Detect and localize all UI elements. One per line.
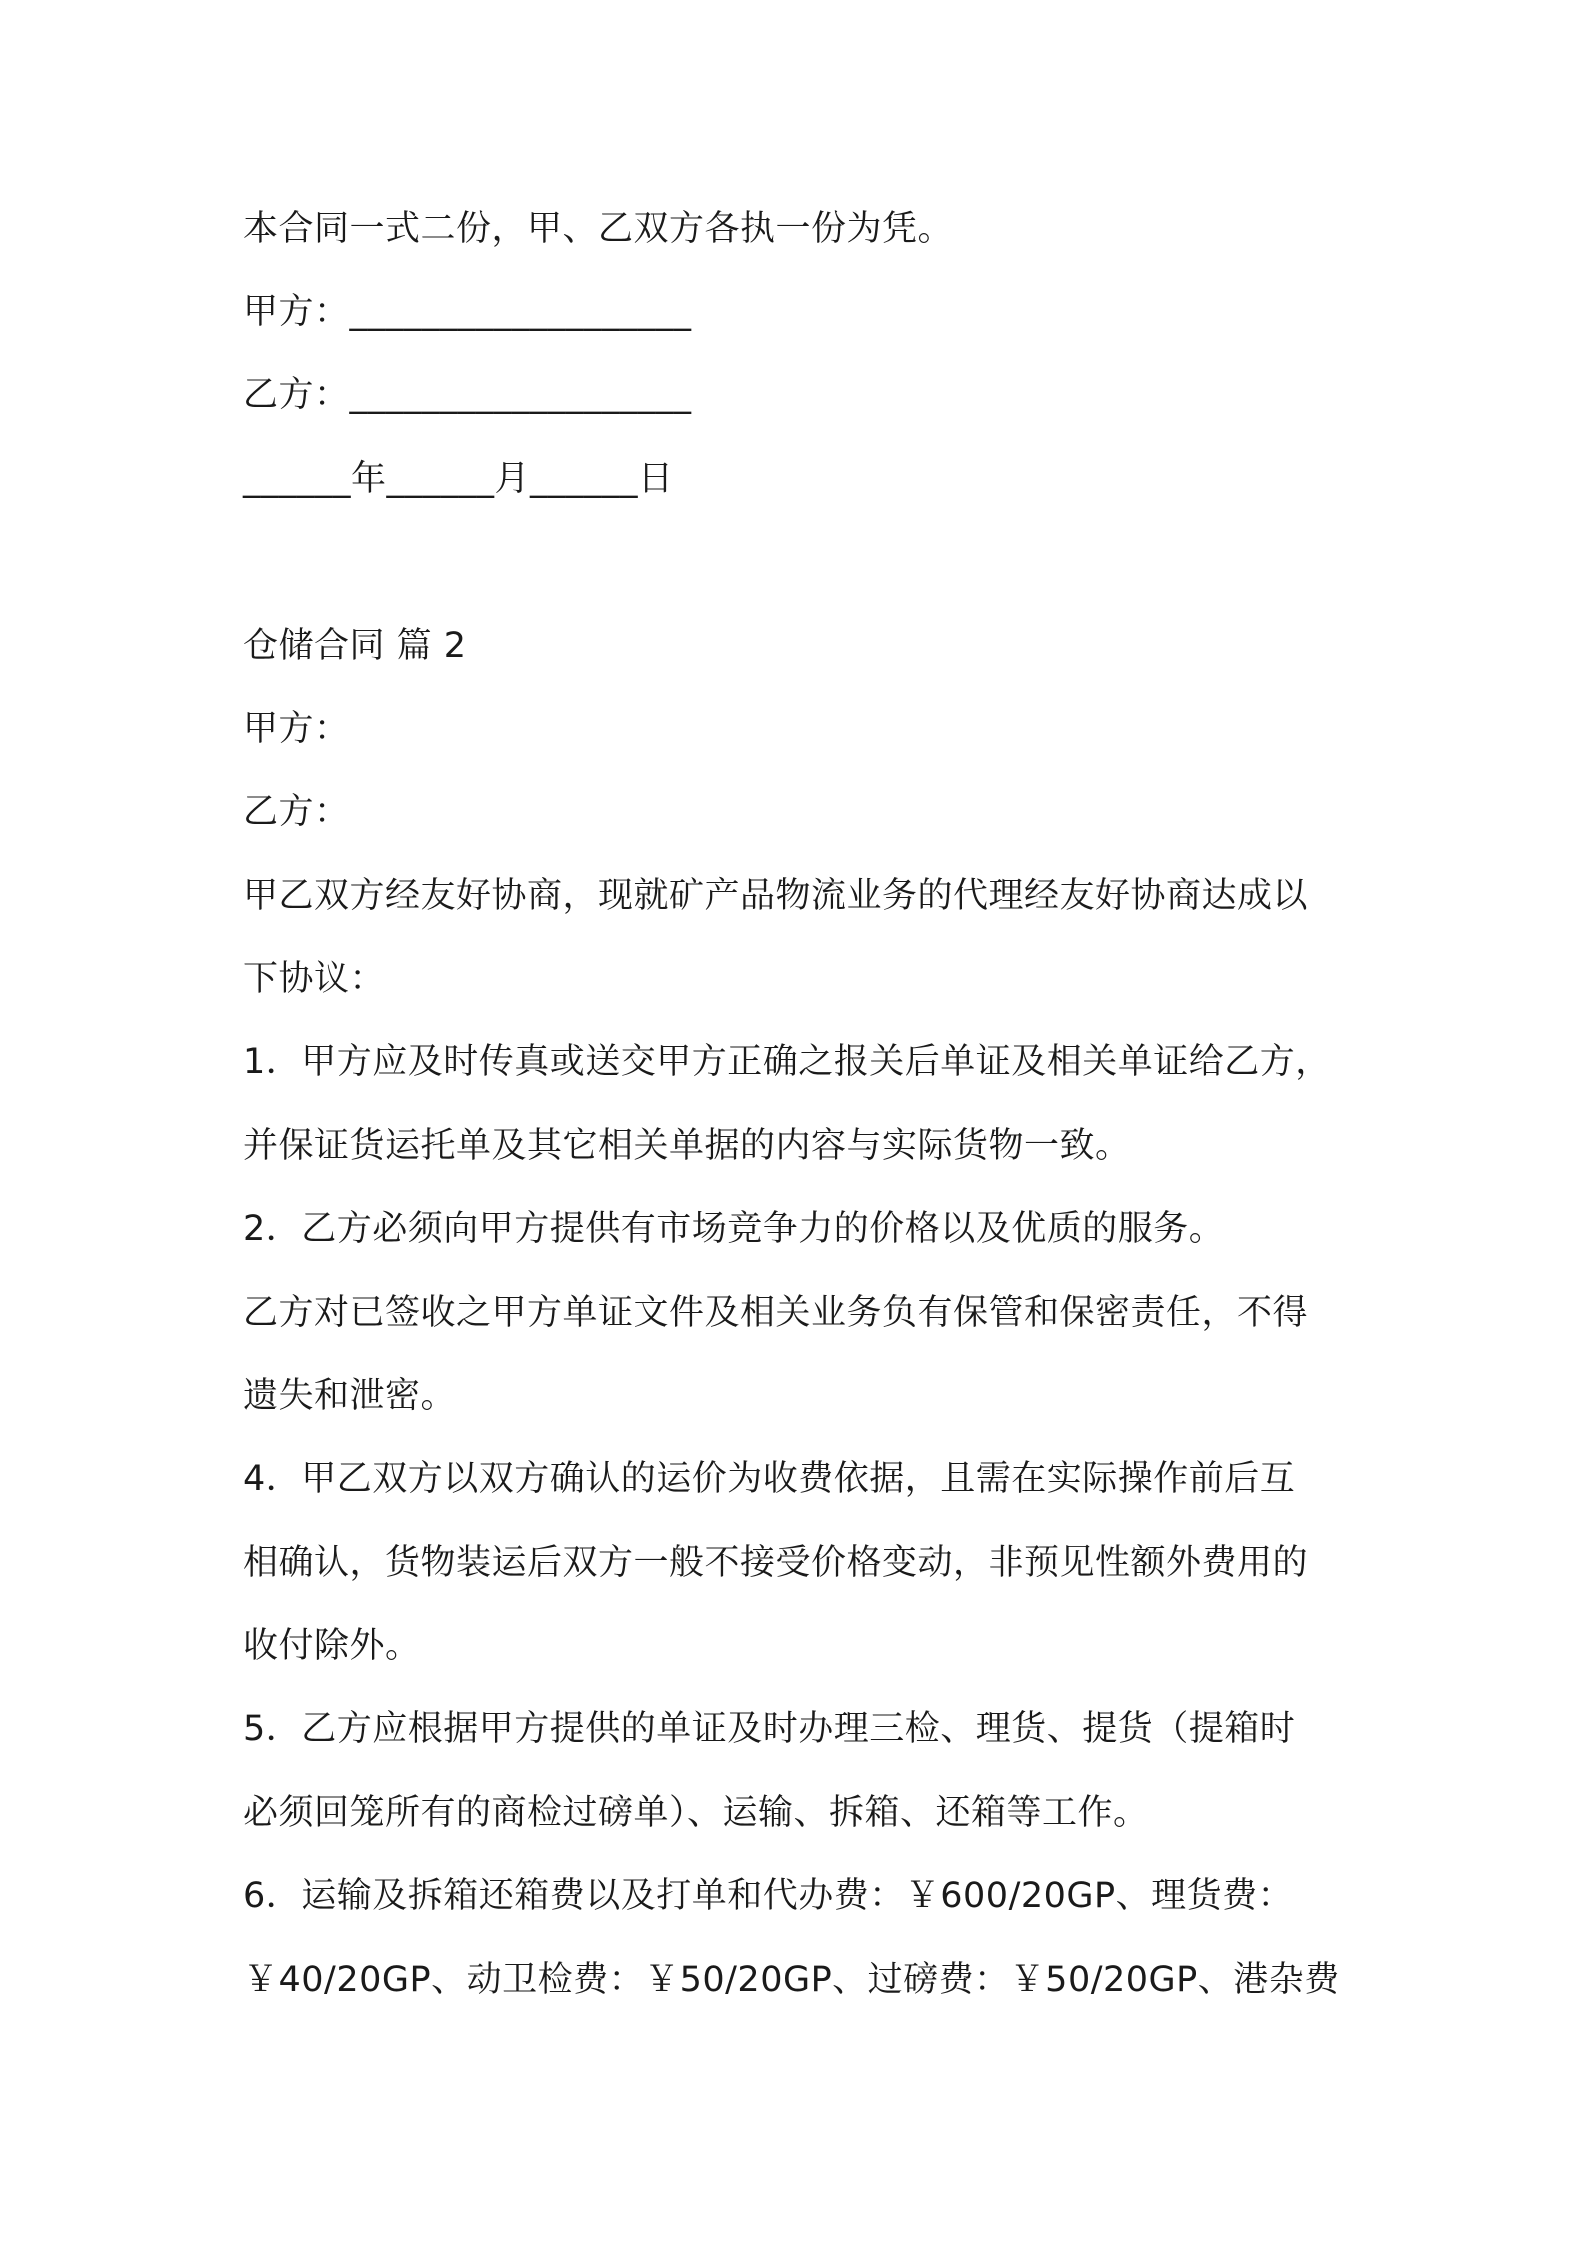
intro-paragraph-line: 下协议：: [243, 959, 386, 999]
party-a-label: 甲方：: [243, 709, 350, 749]
clause-6-line: 6．运输及拆箱还箱费以及打单和代办费：￥600/20GP、理货费：: [243, 1876, 1294, 1916]
clause-4-line: 收付除外。: [243, 1626, 421, 1666]
clause-4-line: 4．甲乙双方以双方确认的运价为收费依据，且需在实际操作前后互: [243, 1459, 1296, 1499]
clause-1-line: 并保证货运托单及其它相关单据的内容与实际货物一致。: [243, 1126, 1131, 1166]
party-a-signature-line: 甲方：___________________: [243, 292, 692, 332]
clause-2-line: 2．乙方必须向甲方提供有市场竞争力的价格以及优质的服务。: [243, 1209, 1225, 1249]
clause-1-line: 1．甲方应及时传真或送交甲方正确之报关后单证及相关单证给乙方，: [243, 1042, 1331, 1082]
party-b-label: 乙方：: [243, 792, 350, 832]
section-title: 仓储合同 篇 2: [243, 626, 467, 666]
clause-3-line: 乙方对已签收之甲方单证文件及相关业务负有保管和保密责任，不得: [243, 1293, 1309, 1333]
clause-5-line: 5．乙方应根据甲方提供的单证及时办理三检、理货、提货（提箱时: [243, 1709, 1296, 1749]
party-b-signature-line: 乙方：___________________: [243, 375, 692, 415]
clause-4-line: 相确认，货物装运后双方一般不接受价格变动，非预见性额外费用的: [243, 1543, 1309, 1583]
clause-5-line: 必须回笼所有的商检过磅单）、运输、拆箱、还箱等工作。: [243, 1793, 1149, 1833]
clause-3-line: 遗失和泄密。: [243, 1376, 457, 1416]
date-line: ______年______月______日: [243, 459, 674, 499]
clause-copies: 本合同一式二份，甲、乙双方各执一份为凭。: [243, 209, 954, 249]
clause-6-line: ￥40/20GP、动卫检费：￥50/20GP、过磅费：￥50/20GP、港杂费: [243, 1960, 1340, 2000]
intro-paragraph-line: 甲乙双方经友好协商，现就矿产品物流业务的代理经友好协商达成以: [243, 876, 1309, 916]
